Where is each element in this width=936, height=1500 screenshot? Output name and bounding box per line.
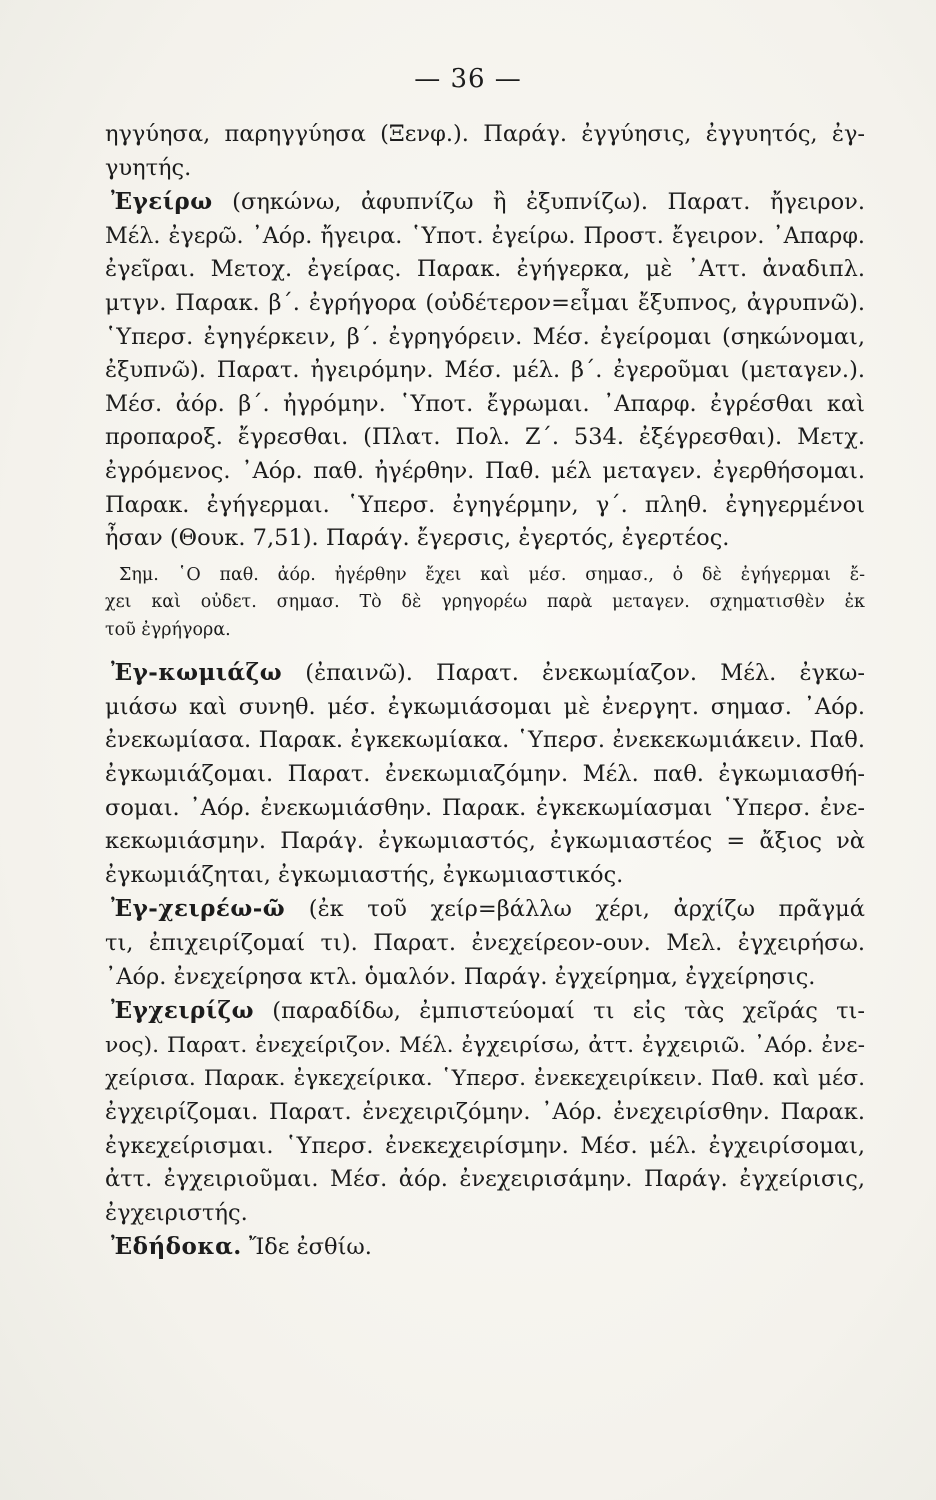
text-line: μιάσω καὶ συνηθ. μέσ. ἐγκωμιάσομαι μὲ ἐνεργητ. σημασ. ᾿Αόρ. — [105, 693, 865, 720]
entry-first-line — [105, 1230, 865, 1265]
entry-ededoka — [105, 1230, 865, 1265]
entry-encheireo — [105, 892, 865, 994]
entry-note — [105, 562, 865, 645]
text-line: ἦσαν (Θουκ. 7,51). Παράγ. ἔγερσις, ἐγερτός, ἐγερτέος. — [105, 525, 730, 552]
text-line: ῾Υπερσ. ἐγηγέρκειν, β΄. ἐγρηγόρειν. Μέσ. ἐγείρομαι (σηκώνομαι, — [105, 323, 865, 350]
text-line: προπαροξ. ἔγρεσθαι. (Πλατ. Πολ. Ζ΄. 534. ἐξέγρεσθαι). Μετχ. — [105, 424, 865, 451]
text-line: σομαι. ᾿Αόρ. ἐνεκωμιάσθην. Παρακ. ἐγκεκωμίασμαι ῾Υπερσ. ἐνε- — [105, 794, 865, 821]
text-line: Μέσ. ἀόρ. β΄. ἠγρόμην. ῾Υποτ. ἔγρωμαι. ᾿Απαρφ. ἐγρέσθαι καὶ — [105, 390, 865, 417]
text-line: ἐνεκωμίασα. Παρακ. ἐγκεκωμίακα. ῾Υπερσ. ἐνεκεκωμιάκειν. Παθ. — [105, 727, 865, 754]
text-line: τι, ἐπιχειρίζομαί τι). Παρατ. ἐνεχείρεον-ουν. Μελ. ἐγχειρήσω. — [105, 929, 865, 956]
text-line: ἐξυπνῶ). Παρατ. ἠγειρόμην. Μέσ. μέλ. β΄. ἐγεροῦμαι (μεταγεν.). — [105, 357, 865, 384]
page-body — [105, 118, 865, 1265]
text-line: γυητής. — [105, 154, 192, 181]
text-line: ἀττ. ἐγχειριοῦμαι. Μέσ. ἀόρ. ἐνεχειρισάμην. Παράγ. ἐγχείρισις, — [105, 1166, 865, 1193]
text-line: ηγγύησα, παρηγγύησα (Ξενφ.). Παράγ. ἐγγύησις, ἐγγυητός, ἐγ- — [105, 121, 865, 147]
entry-text: (ἐκ τοῦ χείρ=βάλλω χέρι, ἀρχίζω πρᾶγμά — [285, 896, 865, 923]
entry-first-line — [105, 656, 865, 691]
text-line: ἐγχειριστής. — [105, 1199, 248, 1226]
note-line: τοῦ ἐγρήγορα. — [105, 619, 231, 640]
entry-first-line — [105, 994, 865, 1029]
text-line: κεκωμιάσμην. Παράγ. ἐγκωμιαστός, ἐγκωμιαστέος = ἄξιος νὰ — [105, 828, 865, 855]
entry-first-line — [105, 892, 865, 927]
text-line: νος). Παρατ. ἐνεχείριζον. Μέλ. ἐγχειρίσω, ἀττ. ἐγχειριῶ. ᾿Αόρ. ἐνε- — [105, 1032, 865, 1058]
entry-text: (ἐπαινῶ). Παρατ. ἐνεκωμίαζον. Μέλ. ἐγκω- — [282, 660, 865, 687]
text-line: ἐγεῖραι. Μετοχ. ἐγείρας. Παρακ. ἐγήγερκα, μὲ ᾿Αττ. ἀναδιπλ. — [105, 256, 865, 283]
entry-headword: Ἐγείρω — [111, 188, 213, 216]
entry-text: (σηκώνω, ἀφυπνίζω ἢ ἐξυπνίζω). Παρατ. ἤγειρον. — [212, 189, 865, 216]
entry-headword: Ἐγ-χειρέω-ῶ — [111, 895, 286, 923]
entry-text: Ἴδε ἐσθίω. — [241, 1234, 372, 1261]
entry-encheirizo — [105, 994, 865, 1230]
text-line: χείρισα. Παρακ. ἐγκεχείρικα. ῾Υπερσ. ἐνεκεχειρίκειν. Παθ. καὶ μέσ. — [105, 1066, 865, 1092]
text-line: ἐγχειρίζομαι. Παρατ. ἐνεχειριζόμην. ᾿Αόρ. ἐνεχειρίσθην. Παρακ. — [105, 1098, 865, 1125]
entry-headword: Ἐγχειρίζω — [111, 997, 254, 1025]
text-line: ἐγκεχείρισμαι. ῾Υπερσ. ἐνεκεχειρίσμην. Μέσ. μέλ. ἐγχειρίσομαι, — [105, 1132, 865, 1159]
entry-enkomiazo — [105, 656, 865, 892]
entry-first-line — [105, 185, 865, 220]
text-line: ᾿Αόρ. ἐνεχείρησα κτλ. ὁμαλόν. Παράγ. ἐγχείρημα, ἐγχείρησις. — [105, 963, 816, 990]
page-number: — 36 — — [414, 64, 522, 94]
text-line: ἐγρόμενος. ᾿Αόρ. παθ. ἠγέρθην. Παθ. μέλ μεταγεν. ἐγερθήσομαι. — [105, 457, 865, 484]
note-line: χει καὶ οὐδετ. σημασ. Τὸ δὲ γρηγορέω παρὰ μεταγεν. σχηματισθὲν ἐκ — [105, 592, 865, 613]
text-line: ἐγκωμιάζομαι. Παρατ. ἐνεκωμιαζόμην. Μέλ. παθ. ἐγκωμιασθή- — [105, 761, 865, 787]
text-line: Παρακ. ἐγήγερμαι. ῾Υπερσ. ἐγηγέρμην, γ΄. πληθ. ἐγηγερμένοι — [105, 491, 865, 518]
text-line: μτγν. Παρακ. β΄. ἐγρήγορα (οὐδέτερον=εἶμαι ἔξυπνος, ἀγρυπνῶ). — [105, 289, 865, 316]
entry-headword: Ἐγ-κωμιάζω — [111, 659, 283, 687]
text-line: Μέλ. ἐγερῶ. ᾿Αόρ. ἤγειρα. ῾Υποτ. ἐγείρω. Προστ. ἔγειρον. ᾿Απαρφ. — [105, 222, 865, 249]
entry-headword: Ἐδήδοκα. — [111, 1233, 242, 1261]
entry-text: (παραδίδω, ἐμπιστεύομαί τι εἰς τὰς χεῖράς τι- — [253, 998, 865, 1025]
note-line: Σημ. ῾Ο παθ. ἀόρ. ἠγέρθην ἔχει καὶ μέσ. σημασ., ὁ δὲ ἐγήγερμαι ἔ- — [119, 564, 865, 585]
text-line: ἐγκωμιάζηται, ἐγκωμιαστής, ἐγκωμιαστικός. — [105, 861, 624, 888]
entry-continuation — [105, 118, 865, 185]
entry-egeiro — [105, 185, 865, 644]
